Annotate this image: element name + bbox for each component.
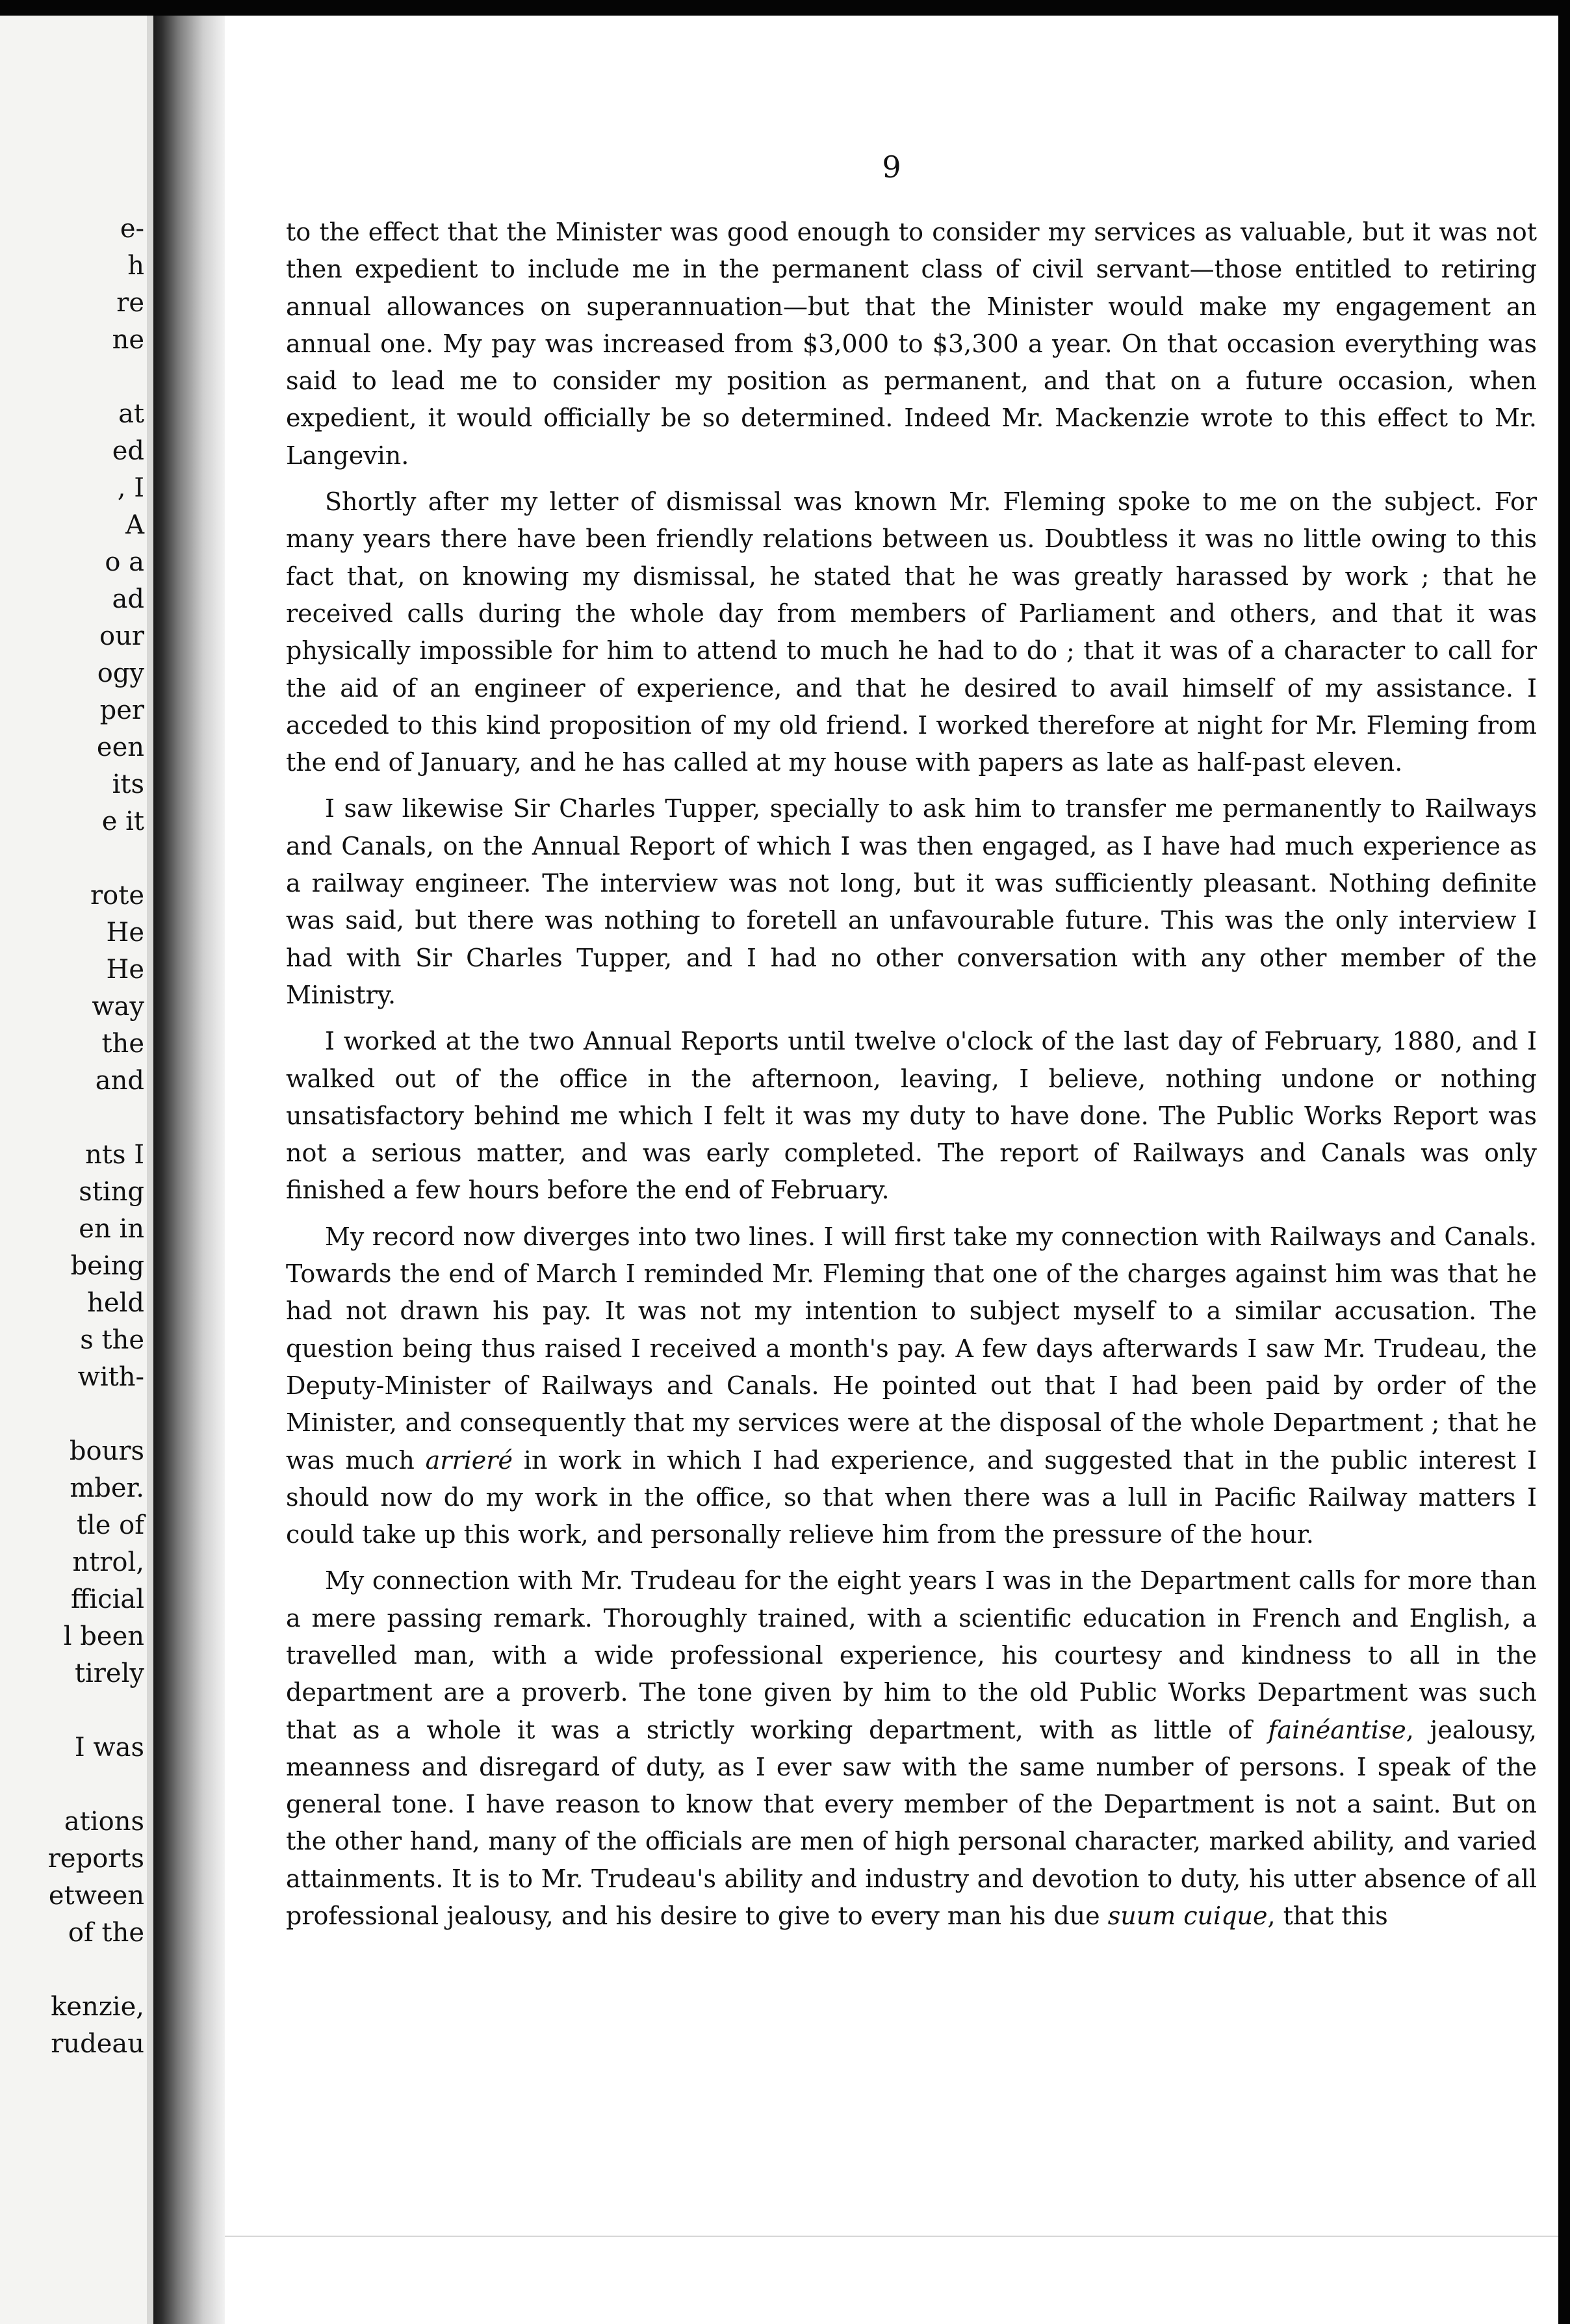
facing-page-fragment: een [96, 732, 144, 762]
italic-term: arrieré [425, 1445, 513, 1475]
facing-page-fragment: ogy [97, 658, 144, 688]
facing-page-fragment: fficial [70, 1584, 144, 1614]
facing-page-fragment: l been [63, 1621, 144, 1651]
page-number: 9 [882, 149, 901, 185]
paragraph-text: My connection with Mr. Trudeau for the eight years I was in the Department calls for more than a mere passing remark. Thoroughly trained, with a scientific education in French and English, a travelled man, with a wide professional experience, his courtesy and kindness to all in the department are a proverb. The tone given by him to the old Public Works Department was such that as a whole it was a strictly working department, with as little of [286, 1566, 1537, 1744]
book-page [225, 16, 1558, 2324]
facing-page-fragment: rote [90, 881, 144, 910]
facing-page-fragment: the [101, 1029, 144, 1059]
facing-page-fragment: held [87, 1288, 144, 1318]
facing-page-fragment: per [99, 695, 144, 725]
paragraph-text: in work in which I had experience, and suggested that in the public interest I should now do my work in the office, so that when there was a lull in Pacific Railway matters I could take up this work, and personally relieve him from the pressure of the hour. [286, 1445, 1537, 1549]
facing-page-fragment: h [127, 251, 144, 281]
facing-page-fragment: at [118, 399, 144, 429]
facing-page-fragment [48, 1766, 144, 1803]
facing-page-fragment: way [92, 992, 144, 1022]
facing-page-fragment: ne [112, 325, 144, 355]
facing-page-fragment: A [125, 510, 144, 540]
page-bottom-edge [225, 2236, 1558, 2237]
facing-page-fragment: its [112, 769, 144, 799]
facing-page-fragment: ad [112, 584, 144, 614]
facing-page-fragment [48, 1396, 144, 1433]
facing-page-fragment: bours [69, 1436, 144, 1466]
facing-page-fragment: being [70, 1251, 144, 1281]
facing-page-fragment: tle of [76, 1510, 144, 1540]
facing-page-fragment: He [106, 918, 144, 948]
book-gutter-shadow [153, 16, 225, 2324]
facing-page-fragment: our [99, 621, 144, 651]
facing-page-fragment: He [106, 955, 144, 985]
facing-page-fragment: e it [101, 807, 144, 836]
paragraph-continuation: to the effect that the Minister was good enough to consider my services as valuable, but it was not then expedient to include me in the permanent class of civil servant—those entitled to retiring annual allowances on superannuation—but that the Minister would make my engagement an annual one. My pay was increased from $3,000 to $3,300 a year. On that occasion everything was said to lead me to consider my position as permanent, and that on a future occasion, when expedient, it would officially be so determined. Indeed Mr. Mackenzie wrote to this effect to Mr. Langevin. [286, 218, 1537, 470]
facing-page-fragment: ations [64, 1807, 144, 1837]
facing-page-fragment [48, 1100, 144, 1137]
facing-page-fragment [48, 1692, 144, 1729]
facing-page-fragment: I was [74, 1733, 144, 1762]
facing-page-fragment: and [95, 1066, 144, 1096]
facing-page-fragment: kenzie, [51, 1992, 144, 2022]
facing-page-fragment: nts I [85, 1140, 144, 1170]
facing-page-fragment: ntrol, [72, 1547, 144, 1577]
paragraph-trudeau [286, 1562, 1537, 1935]
paragraph-railways-canals [286, 1219, 1537, 1554]
paragraph-annual-reports: I worked at the two Annual Reports until twelve o'clock of the last day of February, 1880, and I walked out of the office in the afternoon, leaving, I believe, nothing undone or nothing unsatisfactory behind me which I felt it was my duty to have done. The Public Works Report was not a serious matter, and was early completed. The report of Railways and Canals was only finished a few hours before the end of February. [286, 1027, 1537, 1205]
facing-page-fragment: , I [117, 473, 144, 503]
italic-term: fainéantise [1268, 1715, 1406, 1744]
facing-page-fragment: e- [120, 214, 144, 244]
paragraph-tupper: I saw likewise Sir Charles Tupper, specially to ask him to transfer me permanently to Railways and Canals, on the Annual Report of which I was then engaged, as I have had much experience as a railway engineer. The interview was not long, but it was sufficiently pleasant. Nothing definite was said, but there was nothing to foretell an unfavourable future. This was the only interview I had with Sir Charles Tupper, and I had no other conversation with any other member of the Ministry. [286, 794, 1537, 1009]
facing-page-fragment: mber. [70, 1473, 144, 1503]
facing-page-fragment: sting [79, 1177, 144, 1207]
facing-page-fragment: o a [105, 547, 144, 577]
scan-right-border [1558, 0, 1570, 2324]
facing-page-fragment: re [116, 288, 144, 318]
facing-page-fragment: of the [68, 1918, 144, 1948]
facing-page-fragment: en in [79, 1214, 144, 1244]
facing-page-fragment [48, 1952, 144, 1989]
facing-page-fragment: with- [77, 1362, 144, 1392]
facing-page-fragment [48, 840, 144, 877]
paragraph-text: My record now diverges into two lines. I will first take my connection with Railways and Canals. Towards the end of March I reminded Mr. Fleming that one of the charges against him was that he had not drawn his pay. It was not my intention to subject myself to a similar accusation. The question being thus raised I received a month's pay. A few days afterwards I saw Mr. Trudeau, the Deputy-Minister of Railways and Canals. He pointed out that I had been paid by order of the Minister, and consequently that my services were at the disposal of the whole Department ; that he was much [286, 1222, 1537, 1475]
facing-page-text-fragments [48, 211, 144, 2063]
scan-top-border [0, 0, 1570, 16]
facing-page-fragment: reports [47, 1844, 144, 1874]
italic-term: suum cuique [1107, 1902, 1268, 1931]
facing-page-fragment: ed [112, 436, 144, 466]
facing-page-fragment: rudeau [51, 2029, 144, 2059]
facing-page-fragment [48, 359, 144, 396]
paragraph-text: , jealousy, meanness and disregard of duty, as I ever saw with the same number of persons. I speak of the general tone. I have reason to know that every member of the Department is not a saint. But on the other hand, many of the officials are men of high personal character, marked ability, and varied attainments. It is to Mr. Trudeau's ability and industry and devotion to duty, his utter absence of all professional jealousy, and his desire to give to every man his due [286, 1715, 1537, 1931]
paragraph-text: , that this [1267, 1902, 1388, 1931]
facing-page-fragment: s the [80, 1325, 144, 1355]
body-text [286, 214, 1537, 1944]
facing-page-fragment: tirely [74, 1659, 144, 1688]
facing-page-edge [0, 16, 149, 2324]
paragraph-fleming: Shortly after my letter of dismissal was known Mr. Fleming spoke to me on the subject. For many years there have been friendly relations between us. Doubtless it was no little owing to this fact that, on knowing my dismissal, he stated that he was greatly harassed by work ; that he received calls during the whole day from members of Parliament and others, and that it was physically impossible for him to attend to much he had to do ; that it was of a character to call for the aid of an engineer of experience, and that he desired to avail himself of my assistance. I acceded to this kind proposition of my old friend. I worked therefore at night for Mr. Fleming from the end of January, and he has called at my house with papers as late as half-past eleven. [286, 487, 1537, 777]
facing-page-fragment: etween [48, 1881, 144, 1911]
